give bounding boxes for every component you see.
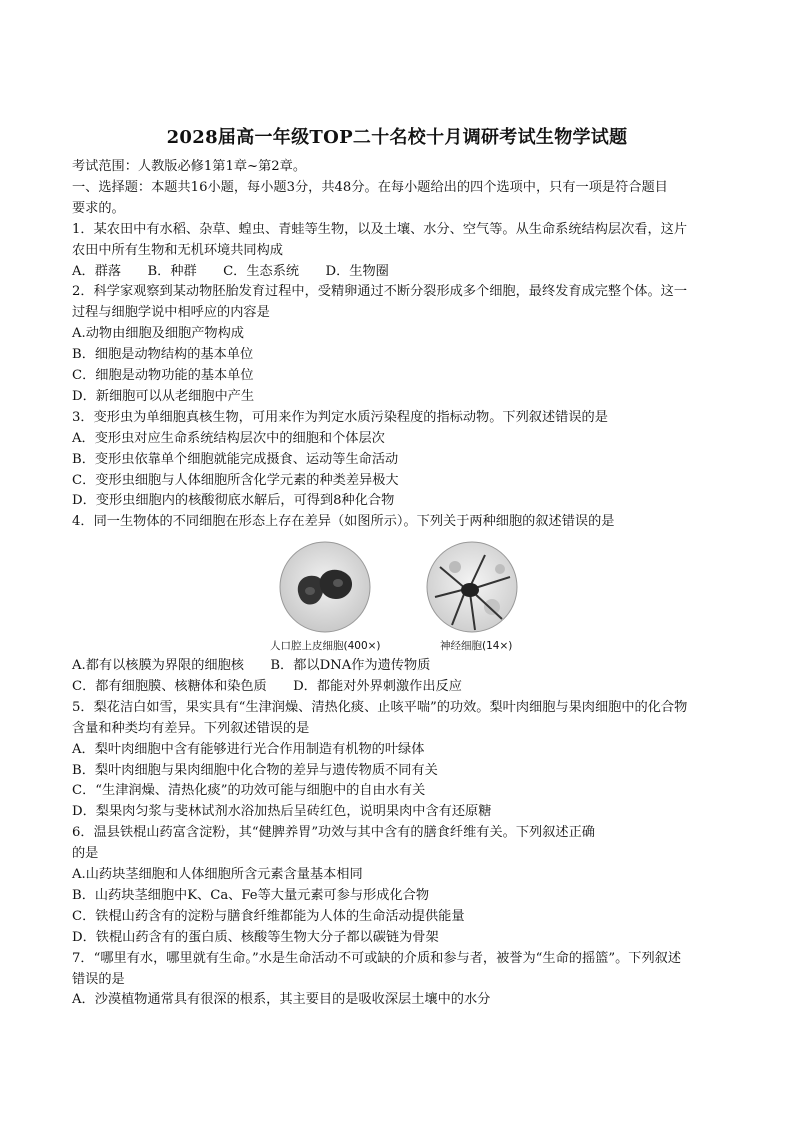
- text-line: 2．科学家观察到某动物胚胎发育过程中，受精卵通过不断分裂形成多个细胞，最终发育成完整个体。这一: [72, 284, 688, 300]
- caption-neuron: 神经细胞(14×): [440, 640, 513, 652]
- text-line: B．梨叶肉细胞与果肉细胞中化合物的差异与遗传物质不同有关: [72, 762, 438, 778]
- text-line: 一、选择题：本题共16小题，每小题3分，共48分。在每小题给出的四个选项中，只有一项是符合题目: [72, 179, 668, 195]
- text-line: C．变形虫细胞与人体细胞所含化学元素的种类差异极大: [72, 472, 399, 488]
- text-line: B．细胞是动物结构的基本单位: [72, 347, 254, 363]
- text-line: 4．同一生物体的不同细胞在形态上存在差异（如图所示）。下列关于两种细胞的叙述错误的是: [72, 514, 615, 530]
- text-line: 的是: [72, 846, 99, 862]
- exam-title: 2028届高一年级TOP二十名校十月调研考试生物学试题: [166, 127, 628, 148]
- text-line: C．“生津润燥、清热化痰”的功效可能与细胞中的自由水有关: [72, 783, 426, 799]
- text-line: B．变形虫依靠单个细胞就能完成摄食、运动等生命活动: [72, 451, 399, 467]
- text-line: A.山药块茎细胞和人体细胞所含元素含量基本相同: [72, 867, 363, 882]
- caption-epithelial: 人口腔上皮细胞(400×): [270, 640, 381, 652]
- text-line: A．群落 B．种群 C．生态系统 D．生物圈: [72, 263, 389, 279]
- cell-figure-image: [270, 537, 530, 655]
- text-line: 考试范围：人教版必修1第1章~第2章。: [72, 159, 307, 174]
- neuron-cell-image: [427, 542, 517, 632]
- text-line: B．山药块茎细胞中K、Ca、Fe等大量元素可参与形成化合物: [72, 887, 430, 903]
- text-line: 3．变形虫为单细胞真核生物，可用来作为判定水质污染程度的指标动物。下列叙述错误的是: [72, 409, 608, 425]
- text-line: A．沙漠植物通常具有很深的根系，其主要目的是吸收深层土壤中的水分: [72, 992, 491, 1008]
- text-line: 5．梨花洁白如雪，果实具有“生津润燥、清热化痰、止咳平喘”的功效。梨叶肉细胞与果肉细胞中的化合物: [72, 699, 688, 715]
- text-line: A.动物由细胞及细胞产物构成: [72, 326, 244, 342]
- text-line: 含量和种类均有差异。下列叙述错误的是: [72, 720, 310, 736]
- text-line: 要求的。: [72, 200, 125, 216]
- text-line: D．梨果肉匀浆与斐林试剂水浴加热后呈砖红色，说明果肉中含有还原糖: [72, 804, 492, 820]
- cell-figure: [270, 537, 530, 655]
- text-line: A.都有以核膜为界限的细胞核 B．都以DNA作为遗传物质: [72, 658, 431, 673]
- text-line: 错误的是: [72, 971, 125, 987]
- text-line: 6．温县铁棍山药富含淀粉，其“健脾养胃”功效与其中含有的膳食纤维有关。下列叙述正确: [72, 825, 595, 841]
- text-line: 1．某农田中有水稻、杂草、蝗虫、青蛙等生物，以及土壤、水分、空气等。从生命系统结构层次看，这片: [72, 221, 688, 237]
- text-line: 农田中所有生物和无机环境共同构成: [72, 242, 283, 258]
- text-line: C．细胞是动物功能的基本单位: [72, 368, 254, 383]
- text-line: 过程与细胞学说中相呼应的内容是: [72, 305, 270, 321]
- text-line: 7．“哪里有水，哪里就有生命。”水是生命活动不可或缺的介质和参与者，被誉为“生命的摇篮”。下列叙述: [72, 950, 682, 966]
- text-line: A．梨叶肉细胞中含有能够进行光合作用制造有机物的叶绿体: [72, 741, 425, 757]
- text-line: D．新细胞可以从老细胞中产生: [72, 388, 255, 404]
- text-line: C．铁棍山药含有的淀粉与膳食纤维都能为人体的生命活动提供能量: [72, 908, 465, 924]
- epithelial-cell-image: [280, 542, 370, 632]
- text-line: D．变形虫细胞内的核酸彻底水解后，可得到8种化合物: [72, 493, 395, 509]
- text-line: C．都有细胞膜、核糖体和染色质 D．都能对外界刺激作出反应: [72, 678, 462, 694]
- text-line: A．变形虫对应生命系统结构层次中的细胞和个体层次: [72, 430, 385, 446]
- text-line: D．铁棍山药含有的蛋白质、核酸等生物大分子都以碳链为骨架: [72, 929, 439, 945]
